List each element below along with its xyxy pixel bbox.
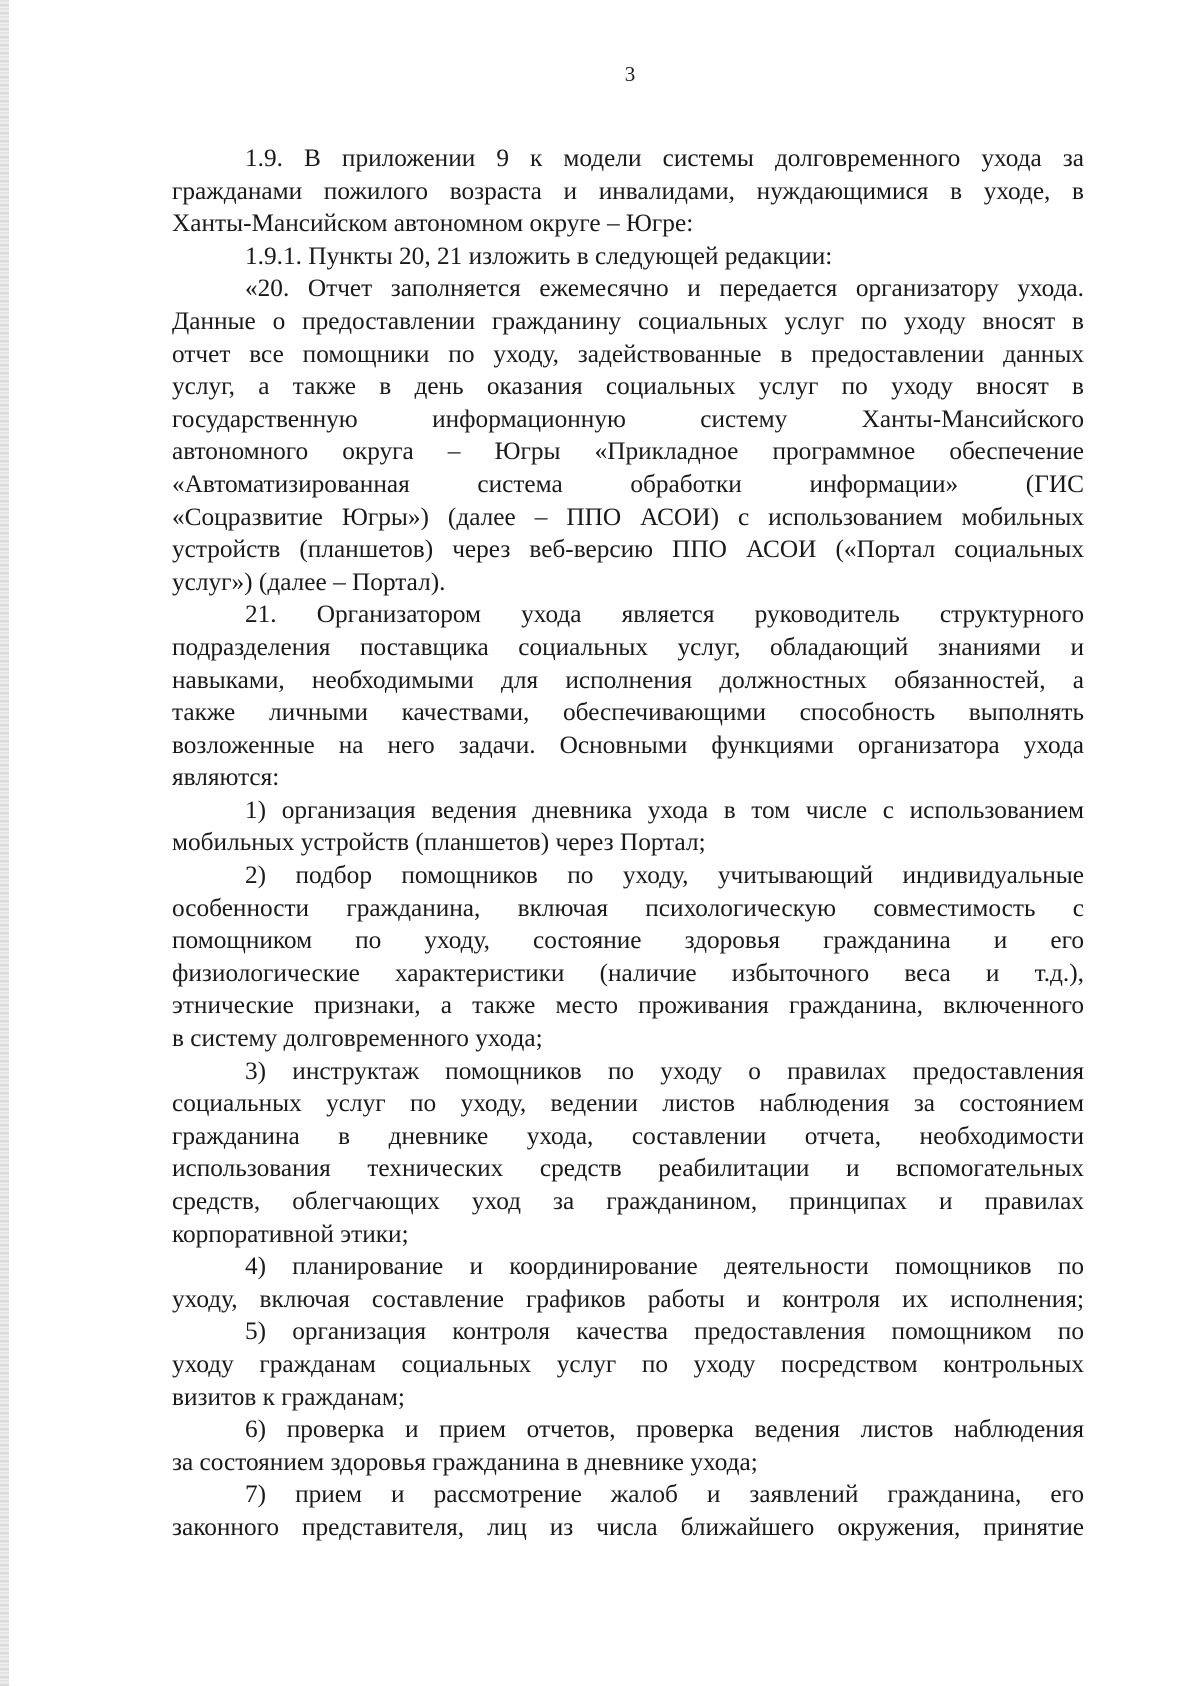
text-line: «Автоматизированная система обработки информации» (ГИС [172,469,1084,498]
text-line: Данные о предоставлении гражданину социальных услуг по уходу вносят в [172,306,1084,335]
text-line: уходу, включая составление графиков работы и контроля их исполнения; [172,1284,1084,1313]
text-line: Ханты-Мансийском автономном округе – Югре: [172,209,694,238]
text-line: 7) прием и рассмотрение жалоб и заявлений гражданина, его [245,1480,1084,1509]
text-line: 6) проверка и прием отчетов, проверка ведения листов наблюдения [245,1415,1084,1444]
text-line: устройств (планшетов) через веб-версию ППО АСОИ («Портал социальных [172,535,1084,564]
text-line: особенности гражданина, включая психологическую совместимость с [172,893,1084,922]
text-line: 1) организация ведения дневника ухода в том числе с использованием [245,795,1084,824]
text-line: автономного округа – Югры «Прикладное программное обеспечение [172,437,1084,466]
text-line: 3) инструктаж помощников по уходу о правилах предоставления [245,1056,1084,1085]
text-line: отчет все помощники по уходу, задействованные в предоставлении данных [172,339,1084,368]
text-line: услуг, а также в день оказания социальных услуг по уходу вносят в [172,372,1084,401]
paragraph-1-9-1 [172,240,1084,273]
text-line: этнические признаки, а также место проживания гражданина, включенного [172,991,1084,1020]
text-line: за состоянием здоровья гражданина в дневнике ухода; [172,1447,758,1476]
text-line: использования технических средств реабилитации и вспомогательных [172,1154,1084,1183]
page-number: 3 [624,62,636,86]
text-line: 1.9. В приложении 9 к модели системы долговременного ухода за [245,144,1084,172]
list-item-4 [172,1250,1084,1315]
list-item-6 [172,1413,1084,1478]
text-line: в систему долговременного ухода; [172,1024,543,1053]
text-line: «20. Отчет заполняется ежемесячно и передается организатору ухода. [245,274,1084,303]
text-line: 2) подбор помощников по уходу, учитывающий индивидуальные [245,861,1084,890]
text-line: «Соцразвитие Югры») (далее – ППО АСОИ) с использованием мобильных [172,502,1084,531]
text-line: являются: [172,763,280,792]
text-line: 4) планирование и координирование деятельности помощников по [245,1252,1084,1281]
text-line: гражданина в дневнике ухода, составлении отчета, необходимости [172,1121,1084,1150]
paragraph-20 [172,272,1084,598]
list-item-1 [172,794,1084,859]
text-line: услуг») (далее – Портал). [172,567,446,596]
paragraph-1-9 [172,142,1084,240]
text-line: мобильных устройств (планшетов) через Портал; [172,828,706,857]
text-line: также личными качествами, обеспечивающими способность выполнять [172,698,1084,727]
paragraph-21 [172,598,1084,794]
list-item-2 [172,859,1084,1055]
text-line: корпоративной этики; [172,1219,409,1248]
list-item-7 [172,1478,1084,1543]
text-line: уходу гражданам социальных услуг по уходу посредством контрольных [172,1349,1084,1378]
text-line: подразделения поставщика социальных услуг, обладающий знаниями и [172,632,1084,661]
text-line: визитов к гражданам; [172,1382,405,1411]
text-line: 1.9.1. Пункты 20, 21 изложить в следующей редакции: [245,241,833,270]
text-line: государственную информационную систему Ханты-Мансийского [172,404,1084,433]
text-line: помощником по уходу, состояние здоровья гражданина и его [172,926,1084,955]
text-line: средств, облегчающих уход за гражданином, принципах и правилах [172,1187,1084,1215]
text-line: 21. Организатором ухода является руководитель структурного [245,600,1084,629]
scan-edge-artifact [0,0,9,1686]
text-line: социальных услуг по уходу, ведении листов наблюдения за состоянием [172,1089,1084,1118]
text-line: возложенные на него задачи. Основными функциями организатора ухода [172,730,1084,759]
list-item-3 [172,1055,1084,1251]
text-line: навыками, необходимыми для исполнения должностных обязанностей, а [172,665,1084,694]
text-line: 5) организация контроля качества предоставления помощником по [245,1317,1084,1346]
text-line: гражданами пожилого возраста и инвалидами, нуждающимися в уходе, в [172,176,1084,205]
text-line: физиологические характеристики (наличие избыточного веса и т.д.), [172,958,1084,987]
text-line: законного представителя, лиц из числа ближайшего окружения, принятие [172,1512,1084,1541]
list-item-5 [172,1315,1084,1413]
document-body [172,142,1084,1544]
